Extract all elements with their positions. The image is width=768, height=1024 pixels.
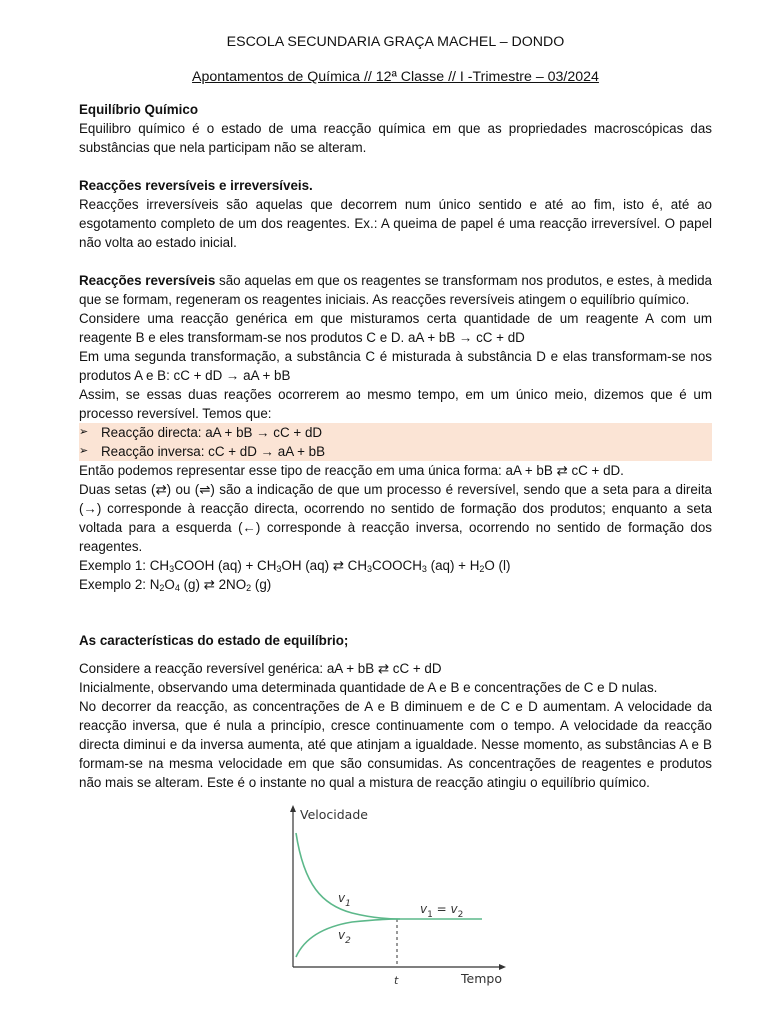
ex1-p10: O (l): [484, 558, 511, 573]
ex2-p3: 4: [174, 583, 180, 593]
ex1-p7: 3: [421, 564, 427, 574]
ex2-p0: N: [149, 577, 160, 592]
ex2-p5: 2: [246, 583, 252, 593]
x-axis-arrow: [499, 964, 506, 970]
example-1-label: Exemplo 1:: [79, 558, 150, 573]
paragraph-initially: Inicialmente, observando uma determinada quantidade de A e B e concentrações de C e D nulas.: [79, 680, 658, 695]
example-2-label: Exemplo 2:: [79, 577, 150, 592]
eq-b-sub: 2: [457, 910, 464, 920]
paragraph-second-transformation: Em uma segunda transformação, a substância C é misturada à substância D e elas transformam-se nos produtos A e B: cC + dD → aA + bB: [79, 349, 712, 383]
v2-main: v: [338, 928, 346, 942]
bullet-direct: [79, 423, 712, 442]
x-tick-t: t: [394, 974, 399, 987]
document-body: [79, 100, 712, 792]
v1-sub: 1: [345, 899, 351, 909]
school-name: ESCOLA SECUNDARIA GRAÇA MACHEL – DONDO: [226, 34, 565, 50]
equality-label: [420, 902, 463, 920]
paragraph-course-of-reaction: No decorrer da reacção, as concentrações de A e B diminuem e de C e D aumentam. A velocidade da reacção inversa, que é nula a princípio, cresce continuamente com o tempo. A velocidade da reacção directa diminui e da inversa aumenta, até que atinjam a igualdade. Nesse momento, as substâncias A e B formam-se na mesma velocidade em que são consumidas. As concentrações de reagentes e produtos não mais se alteram. Este é o instante no qual a mistura de reacção atingiu o equilíbrio químico.: [79, 699, 712, 790]
term-reversiveis: Reacções reversíveis: [79, 273, 216, 288]
v2-sub: 2: [345, 936, 351, 946]
bullet-direct-text: Reacção directa: aA + bB → cC + dD: [101, 425, 323, 440]
velocity-time-graph: [282, 805, 507, 990]
paragraph-reversible-process: Assim, se essas duas reações ocorrerem ao mesmo tempo, em um único meio, dizemos que é um processo reversível. Temos que:: [79, 387, 712, 421]
section-title-caracteristicas: As características do estado de equilíbrio;: [79, 633, 349, 648]
v1-main: v: [338, 891, 346, 905]
paragraph-single-form: Então podemos representar esse tipo de reacção em uma única forma: aA + bB ⇄ cC + dD.: [79, 463, 624, 478]
x-axis-label: Tempo: [461, 971, 502, 986]
paragraph-irreversiveis: Reacções irreversíveis são aquelas que decorrem num único sentido e até ao fim, isto é, até ao esgotamento completo de um dos reagentes. Ex.: A queima de papel é uma reacção irreversível. O papel não volta ao estado inicial.: [79, 197, 712, 250]
bullet-inverse-text: Reacção inversa: cC + dD → aA + bB: [101, 444, 326, 459]
series-v1-label: [338, 891, 351, 909]
section-title-reversiveis: Reacções reversíveis e irreversíveis.: [79, 178, 313, 193]
ex1-p5: 3: [367, 564, 373, 574]
arrow-bullet-icon: ➢: [79, 445, 89, 457]
ex1-p0: CH: [149, 558, 170, 573]
y-axis-arrow: [290, 805, 296, 812]
eq-sign: =: [432, 902, 451, 916]
velocity-time-chart: [282, 805, 507, 990]
bullet-inverse: [79, 442, 712, 461]
ex1-p4: OH (aq) ⇄ CH: [281, 558, 368, 573]
paragraph-generic-reversible: Considere a reacção reversível genérica: aA + bB ⇄ cC + dD: [79, 661, 442, 676]
series-v2-label: [338, 928, 351, 946]
eq-a: v: [420, 902, 428, 916]
eq-a-sub: 1: [427, 910, 433, 920]
section-title-equilibrio: Equilíbrio Químico: [79, 102, 199, 117]
document-subtitle: Apontamentos de Química // 12ª Classe // I -Trimestre – 03/2024: [192, 69, 599, 85]
example-2: [79, 575, 712, 594]
paragraph-reversiveis: [79, 271, 712, 309]
y-axis-label: Velocidade: [300, 807, 368, 822]
ex2-p1: 2: [159, 583, 165, 593]
ex2-p4: (g) ⇄ 2NO: [179, 577, 247, 592]
ex2-p2: O: [164, 577, 175, 592]
arrow-bullet-icon: ➢: [79, 426, 89, 438]
paragraph-generic-reaction: Considere uma reacção genérica em que misturamos certa quantidade de um reagente A com um reagente B e eles transformam-se nos produtos C e D. aA + bB → cC + dD: [79, 311, 712, 345]
ex1-p1: 3: [169, 564, 175, 574]
ex2-p6: (g): [251, 577, 272, 592]
eq-b: v: [450, 902, 458, 916]
ex1-p2: COOH (aq) + CH: [174, 558, 277, 573]
ex1-p8: (aq) + H: [426, 558, 480, 573]
paragraph-reversiveis-text: são aquelas em que os reagentes se transformam nos produtos, e estes, à medida que se formam, regeneram os reagentes iniciais. As reacções reversíveis atingem o equilíbrio químico.: [79, 273, 712, 307]
ex1-p3: 3: [276, 564, 282, 574]
paragraph-arrows: Duas setas (⇄) ou (⇌) são a indicação de que um processo é reversível, sendo que a seta para a direita (→) corresponde à reacção directa, ocorrendo no sentido de formação dos produtos; enquanto a seta voltada para a esquerda (←) corresponde à reacção inversa, ocorrendo no sentido de formação dos reagentes.: [79, 482, 712, 554]
paragraph-definition: Equilibro químico é o estado de uma reacção química em que as propriedades macroscópicas das substâncias que nela participam não se alteram.: [79, 121, 712, 155]
example-1: [79, 556, 712, 575]
ex1-p9: 2: [479, 564, 485, 574]
ex1-p6: COOCH: [372, 558, 422, 573]
